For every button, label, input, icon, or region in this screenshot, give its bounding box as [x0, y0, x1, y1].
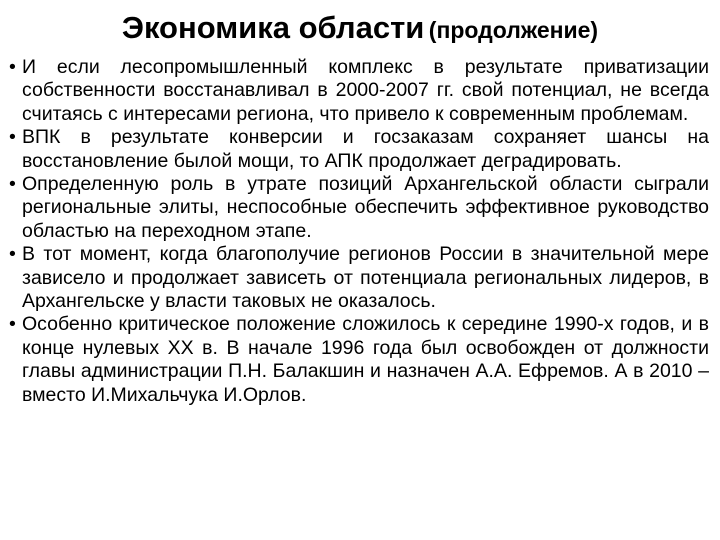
bullet-marker: • — [9, 56, 16, 78]
bullet-text: И если лесопромышленный комплекс в результате приватизации собственности восстанавливал в 2000-2007 гг. свой потенциал, не всегда считаясь с интересами региона, что привело к современным проблемам. — [22, 56, 709, 125]
bullet-item — [9, 56, 709, 126]
bullet-item — [9, 173, 709, 243]
bullet-text: Определенную роль в утрате позиций Архангельской области сыграли региональные элиты, неспособные обеспечить эффективное руководство областью на переходном этапе. — [22, 173, 709, 242]
bullet-item — [9, 243, 709, 313]
bullet-list — [9, 56, 709, 407]
slide-title — [0, 8, 720, 54]
bullet-item — [9, 126, 709, 173]
bullet-marker: • — [9, 313, 16, 336]
bullet-marker: • — [9, 126, 16, 149]
bullet-text: ВПК в результате конверсии и госзаказам сохраняет шансы на восстановление былой мощи, то АПК продолжает деградировать. — [22, 126, 709, 172]
bullet-marker: • — [9, 173, 16, 196]
bullet-item — [9, 313, 709, 407]
bullet-text: Особенно критическое положение сложилось к середине 1990-х годов, и в конце нулевых XX в. В начале 1996 года был освобожден от должности главы администрации П.Н. Балакшин и назначен А.А. Ефремов. А в 2010 – вместо И.Михальчука И.Орлов. — [22, 313, 709, 406]
bullet-text: В тот момент, когда благополучие регионов России в значительной мере зависело и продолжает зависеть от потенциала региональных лидеров, в Архангельске у власти таковых не оказалось. — [22, 243, 709, 313]
title-main: Экономика области — [121, 10, 425, 45]
bullet-marker: • — [9, 243, 16, 266]
title-subtitle: (продолжение) — [428, 17, 599, 43]
